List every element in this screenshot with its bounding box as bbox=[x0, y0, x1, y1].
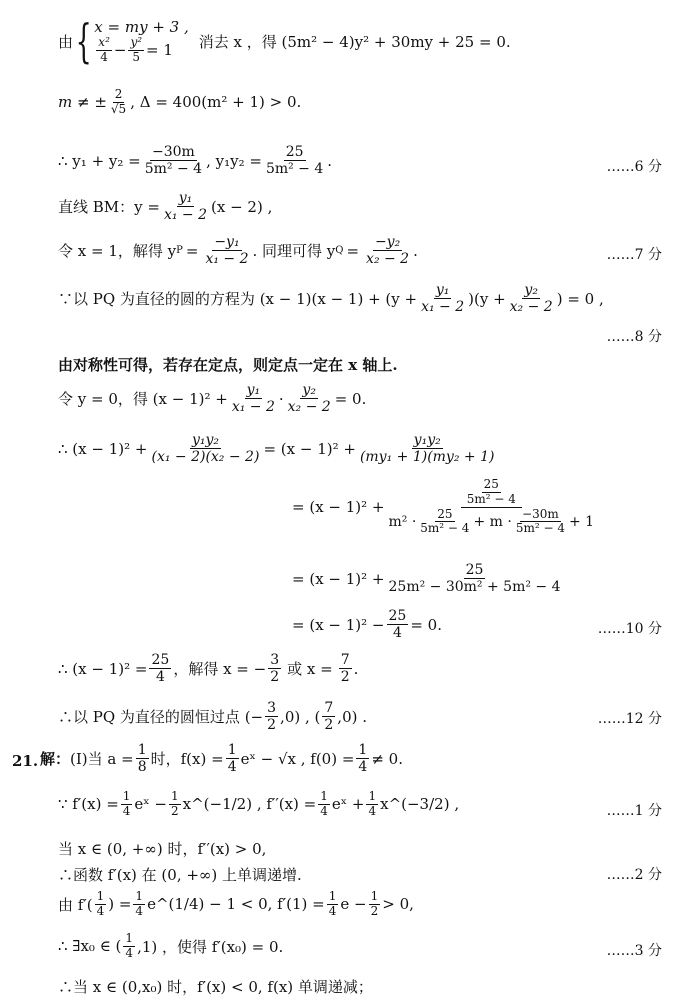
q21-line: 解： (Ⅰ)当 a = $\frac{1}{8}$ 时，f(x) = $\frac{1}{4}$ eˣ − √x , f(0) = $\frac{1}{4}$ ≠ 0. bbox=[40, 742, 403, 776]
system-line bbox=[58, 14, 511, 69]
l11-frac: $\frac{25}{\text{25m² − 30m² + 5m² − 4}}$ bbox=[388, 562, 561, 596]
exists-x0-line: ∴ ∃x₀ ∈ ( $\frac{1}{4}$ ,1) ，使得 f′(x₀) = 0. bbox=[58, 931, 284, 960]
discriminant-line bbox=[58, 88, 301, 117]
l19-frac-3: $\frac{1}{4}$ bbox=[328, 889, 337, 918]
line-bm-label: 直线 BM：y = bbox=[58, 198, 160, 217]
vieta-sum-label: ∴ y₁ + y₂ = bbox=[58, 151, 141, 170]
l9-frac-1: $\frac{\text{y₁y₂}}{\text{(x₁ − 2)(x₂ − 2)}}$ bbox=[151, 432, 260, 466]
set-y-zero-line: 令 y = 0，得 (x − 1)² + $\frac{\text{y₁}}{\text{x₁ − 2}}$ · $\frac{\text{y₂}}{\text{x₂ − 2}}$ = 0. bbox=[58, 382, 367, 416]
derivation-line-1: ∴ (x − 1)² + $\frac{\text{y₁y₂}}{\text{(x₁ − 2)(x₂ − 2)}}$ = (x − 1)² + $\frac{\text{y₁y₂}}{\text{(my₁ + 1)(my₂ + 1)}}$ bbox=[58, 432, 495, 466]
text-you: 由 bbox=[58, 32, 74, 51]
q21-frac-c: $\frac{1}{4}$ bbox=[358, 742, 368, 776]
second-derivative-positive: 当 x ∈ (0, +∞) 时，f′′(x) > 0, bbox=[58, 840, 267, 858]
compound-frac: $\frac{25}{\text{5m² − 4}}$ m² · $\frac{25}{\text{5m² − 4}}$ + m · $\frac{-30m}{\text{5m² − 4}}$ + 1 bbox=[388, 477, 595, 536]
l19-frac-2: $\frac{1}{4}$ bbox=[135, 889, 144, 918]
score-1: ……1 分 bbox=[606, 803, 662, 819]
circle-equation-line: ∵以 PQ 为直径的圆的方程为 (x − 1)(x − 1) + (y + $\frac{\text{y₁}}{\text{x₁ − 2}}$ )(y + $\frac{\text{y₂}}{\text{x₂ − 2}}$ ) = 0 , bbox=[58, 282, 604, 316]
l19-frac-1: $\frac{1}{4}$ bbox=[96, 889, 105, 918]
score-12: ……12 分 bbox=[597, 711, 662, 727]
l9-frac-2: $\frac{\text{y₁y₂}}{\text{(my₁ + 1)(my₂ + 1)}}$ bbox=[359, 432, 495, 466]
score-8: ……8 分 bbox=[606, 329, 662, 345]
l16-frac-4: $\frac{1}{4}$ bbox=[368, 789, 377, 818]
l14-frac-1: $\frac{3}{2}$ bbox=[267, 700, 277, 734]
symmetry-line: 由对称性可得，若存在定点，则定点一定在 x 轴上. bbox=[58, 356, 398, 374]
yp-frac: $\frac{\text{−y₁}}{\text{x₁ − 2}}$ bbox=[205, 234, 249, 268]
score-2: ……2 分 bbox=[606, 867, 662, 883]
sign-check-line: 由 f′( $\frac{1}{4}$ ) = $\frac{1}{4}$ e^(1/4) − 1 < 0, f′(1) = $\frac{1}{4}$ e − $\frac{1}{2}$ > 0, bbox=[58, 889, 414, 918]
derivative-line: ∵ f′(x) = $\frac{1}{4}$ eˣ − $\frac{1}{2}$ x^(−1/2) , f′′(x) = $\frac{1}{4}$ eˣ + $\frac{1}{4}$ x^(−3/2) , bbox=[58, 789, 460, 818]
l13-frac-2: $\frac{3}{2}$ bbox=[270, 652, 280, 686]
yp-yq-line: 令 x = 1，解得 y P = $\frac{\text{−y₁}}{\text{x₁ − 2}}$ . 同理可得 y Q = $\frac{\text{−y₂}}{\text{x₂ − 2}}$ . bbox=[58, 234, 418, 268]
decreasing-line: ∴当 x ∈ (0,x₀) 时，f′(x) < 0, f(x) 单调递减； bbox=[58, 978, 373, 996]
q21-frac-b: $\frac{1}{4}$ bbox=[227, 742, 237, 776]
l13-frac-1: $\frac{25}{4}$ bbox=[151, 652, 170, 686]
l12-frac: $\frac{25}{4}$ bbox=[388, 608, 407, 642]
l19-frac-4: $\frac{1}{2}$ bbox=[370, 889, 379, 918]
eliminate-text: 消去 x ，得 (5m² − 4)y² + 30my + 25 = 0. bbox=[198, 32, 511, 51]
frac-2-sqrt5: $\frac{2}{√5}$ bbox=[110, 87, 127, 116]
score-7: ……7 分 bbox=[606, 247, 662, 263]
question-number: 21. bbox=[12, 752, 39, 770]
delta-text: , Δ = 400(m² + 1) > 0. bbox=[130, 93, 302, 112]
circle-frac-2: $\frac{\text{y₂}}{\text{x₂ − 2}}$ bbox=[509, 282, 553, 316]
derivation-line-4: = (x − 1)² − $\frac{25}{4}$ = 0. bbox=[292, 608, 442, 642]
l8-frac-1: $\frac{\text{y₁}}{\text{x₁ − 2}}$ bbox=[231, 382, 275, 416]
fixed-point-line: ∴以 PQ 为直径的圆恒过点 (− $\frac{3}{2}$ ,0) , ( $\frac{7}{2}$ ,0) . bbox=[58, 700, 367, 734]
score-3: ……3 分 bbox=[606, 943, 662, 959]
solve-x-line: ∴ (x − 1)² = $\frac{25}{4}$ ，解得 x = − $\frac{3}{2}$ 或 x = $\frac{7}{2}$ . bbox=[58, 652, 359, 686]
equation-2: $\frac{\text{x²}}{4}$ − $\frac{\text{y²}}{5}$ = 1 bbox=[98, 35, 173, 64]
line-bm-frac: $\frac{\text{y₁}}{\text{x₁ − 2}}$ bbox=[163, 190, 208, 224]
l16-frac-3: $\frac{1}{4}$ bbox=[320, 789, 328, 818]
line-bm: 直线 BM：y = $\frac{\text{y₁}}{\text{x₁ − 2}}$ (x − 2) , bbox=[58, 190, 273, 224]
l16-frac-2: $\frac{1}{2}$ bbox=[171, 789, 179, 818]
vieta-sum-frac: $\frac{-30m}{\text{5m² − 4}}$ bbox=[144, 144, 203, 178]
l16-frac-1: $\frac{1}{4}$ bbox=[122, 789, 131, 818]
monotonic-increase-line: ∴函数 f′(x) 在 (0, +∞) 上单调递增. bbox=[58, 866, 302, 884]
equation-1: x = my + 3 , bbox=[94, 18, 189, 36]
vieta-product-label: , y₁y₂ = bbox=[206, 151, 262, 170]
circle-frac-1: $\frac{\text{y₁}}{\text{x₁ − 2}}$ bbox=[421, 282, 465, 316]
l14-frac-2: $\frac{7}{2}$ bbox=[324, 700, 334, 734]
vieta-product-frac: $\frac{25}{\text{5m² − 4}}$ bbox=[265, 144, 324, 178]
score-6: ……6 分 bbox=[606, 159, 662, 175]
l13-frac-3: $\frac{7}{2}$ bbox=[340, 652, 350, 686]
l8-frac-2: $\frac{\text{y₂}}{\text{x₂ − 2}}$ bbox=[287, 382, 331, 416]
derivation-line-2: = (x − 1)² + $\frac{25}{\text{5m² − 4}}$ m² · $\frac{25}{\text{5m² − 4}}$ + m · $\frac{-30m}{\text{5m² − 4}}$ + 1 bbox=[292, 477, 595, 536]
m-neq: m ≠ ± bbox=[58, 93, 107, 112]
q21-frac-a: $\frac{1}{8}$ bbox=[137, 742, 147, 776]
brace: { bbox=[75, 14, 92, 69]
equation-2-tail: = 1 bbox=[146, 41, 173, 60]
yq-frac: $\frac{\text{−y₂}}{\text{x₂ − 2}}$ bbox=[366, 234, 410, 268]
derivation-line-3: = (x − 1)² + $\frac{25}{\text{25m² − 30m² + 5m² − 4}}$ bbox=[292, 562, 561, 596]
score-10: ……10 分 bbox=[597, 621, 662, 637]
equation-system bbox=[73, 14, 189, 69]
vieta-line: ∴ y₁ + y₂ = $\frac{-30m}{\text{5m² − 4}}$ , y₁y₂ = $\frac{25}{\text{5m² − 4}}$ . bbox=[58, 144, 333, 178]
l20-frac: $\frac{1}{4}$ bbox=[125, 931, 134, 960]
